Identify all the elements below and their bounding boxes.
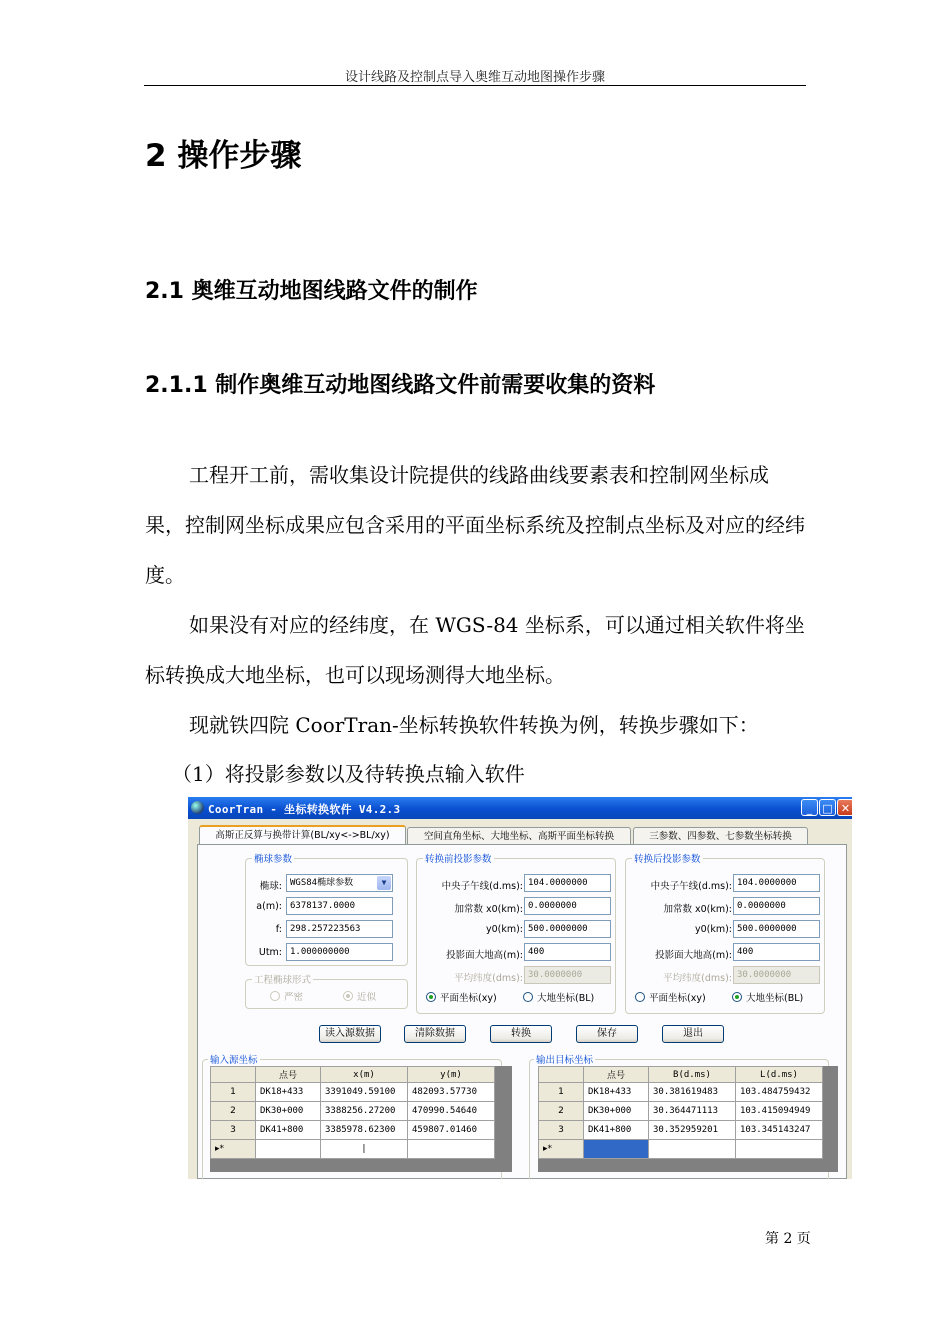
input-col-y[interactable]: y(m) (408, 1067, 495, 1083)
exit-button[interactable]: 退出 (662, 1025, 724, 1043)
before-x0-label: 加常数 x0(km): (454, 904, 523, 915)
input-col-x[interactable]: x(m) (321, 1067, 408, 1083)
ellipsoid-label: 椭球: (259, 881, 282, 892)
utm-field[interactable]: 1.000000000 (286, 943, 393, 961)
f-label: f: (275, 924, 282, 935)
before-bl-label: 大地坐标(BL) (537, 993, 595, 1004)
ellipsoid-select-value: WGS84椭球参数 (290, 878, 354, 888)
maximize-icon[interactable]: □ (819, 799, 836, 816)
output-grid-header (539, 1067, 823, 1083)
app-globe-icon (191, 801, 204, 814)
after-lat-field[interactable]: 30.0000000 (733, 966, 820, 984)
after-lat-label: 平均纬度(dms): (663, 973, 732, 984)
after-cm-label: 中央子午线(d.ms): (650, 881, 732, 892)
chapter-heading: 2 操作步骤 (145, 138, 302, 174)
output-coords-title: 输出目标坐标 (534, 1052, 595, 1066)
table-row[interactable] (539, 1121, 823, 1140)
subsection-heading: 2.1.1 制作奥维互动地图线路文件前需要收集的资料 (145, 373, 656, 398)
approx-radio[interactable] (343, 991, 353, 1001)
x-cell[interactable]: 3385978.62300 (321, 1121, 408, 1140)
window-title: CoorTran - 坐标转换软件 V4.2.3 (208, 803, 401, 816)
ellipsoid-group-title: 椭球参数 (252, 851, 294, 865)
after-xy-radio[interactable] (635, 992, 645, 1002)
l-cell[interactable]: 103.415094949 (736, 1102, 823, 1121)
before-xy-radio[interactable] (426, 992, 436, 1002)
step-1: （1）将投影参数以及待转换点输入软件 (172, 762, 525, 786)
output-col-l[interactable]: L(d.ms) (736, 1067, 823, 1083)
ellipsoid-form-title: 工程椭球形式 (252, 972, 313, 986)
y-cell[interactable]: 482093.57730 (408, 1083, 495, 1102)
after-x0-label: 加常数 x0(km): (663, 904, 732, 915)
new-l-cell[interactable] (736, 1140, 823, 1159)
after-x0-field[interactable]: 0.0000000 (733, 897, 820, 915)
point-cell[interactable]: DK30+000 (584, 1102, 649, 1121)
table-row[interactable] (539, 1102, 823, 1121)
output-col-point[interactable]: 点号 (584, 1067, 649, 1083)
input-corner-cell (211, 1067, 256, 1083)
l-cell[interactable]: 103.484759432 (736, 1083, 823, 1102)
strict-radio[interactable] (270, 991, 280, 1001)
after-cm-field[interactable]: 104.0000000 (733, 874, 820, 892)
table-row[interactable] (211, 1121, 495, 1140)
tab-panel (197, 844, 847, 1179)
point-cell[interactable]: DK30+000 (256, 1102, 321, 1121)
y-cell[interactable]: 470990.54640 (408, 1102, 495, 1121)
save-button[interactable]: 保存 (576, 1025, 638, 1043)
after-projection-title: 转换后投影参数 (632, 851, 703, 865)
utm-label: Utm: (258, 947, 282, 958)
input-coords-title: 输入源坐标 (208, 1052, 260, 1066)
new-point-cell[interactable] (256, 1140, 321, 1159)
convert-button[interactable]: 转换 (490, 1025, 552, 1043)
before-lat-label: 平均纬度(dms): (454, 973, 523, 984)
section-heading: 2.1 奥维互动地图线路文件的制作 (145, 279, 478, 304)
output-col-b[interactable]: B(d.ms) (649, 1067, 736, 1083)
table-row[interactable] (211, 1102, 495, 1121)
point-cell[interactable]: DK41+800 (256, 1121, 321, 1140)
close-icon[interactable]: ✕ (837, 799, 852, 816)
input-col-point[interactable]: 点号 (256, 1067, 321, 1083)
before-cm-field[interactable]: 104.0000000 (524, 874, 611, 892)
before-lat-field[interactable]: 30.0000000 (524, 966, 611, 984)
after-bl-label: 大地坐标(BL) (746, 993, 804, 1004)
new-row-marker: ▸* (211, 1140, 256, 1159)
y-cell[interactable]: 459807.01460 (408, 1121, 495, 1140)
x-cell[interactable]: 3391049.59100 (321, 1083, 408, 1102)
row-header[interactable]: 1 (211, 1083, 256, 1102)
header-rule (144, 85, 806, 86)
chevron-down-icon[interactable]: ▼ (377, 876, 391, 890)
a-label: a(m): (256, 901, 282, 912)
tab-parameters[interactable]: 三参数、四参数、七参数坐标转换 (633, 827, 808, 844)
paragraph-2: 如果没有对应的经纬度，在 WGS-84 坐标系，可以通过相关软件将坐标转换成大地坐标，也可以现场测得大地坐标。 (145, 613, 805, 687)
l-cell[interactable]: 103.345143247 (736, 1121, 823, 1140)
b-cell[interactable]: 30.352959201 (649, 1121, 736, 1140)
new-row[interactable] (211, 1140, 495, 1159)
row-header[interactable]: 1 (539, 1083, 584, 1102)
after-h-field[interactable]: 400 (733, 943, 820, 961)
point-cell[interactable]: DK18+433 (584, 1083, 649, 1102)
before-x0-field[interactable]: 0.0000000 (524, 897, 611, 915)
tab-space-coords[interactable]: 空间直角坐标、大地坐标、高斯平面坐标转换 (407, 827, 631, 844)
title-bar[interactable] (188, 797, 852, 819)
output-grid[interactable] (538, 1066, 838, 1172)
b-cell[interactable]: 30.364471113 (649, 1102, 736, 1121)
page-number: 第 2 页 (765, 1231, 811, 1247)
strict-label: 严密 (284, 992, 304, 1003)
selected-cell[interactable] (584, 1140, 649, 1159)
before-bl-radio[interactable] (523, 992, 533, 1002)
after-h-label: 投影面大地高(m): (655, 950, 732, 961)
x-cell[interactable]: 3388256.27200 (321, 1102, 408, 1121)
coortran-window (188, 797, 852, 1179)
before-h-label: 投影面大地高(m): (446, 950, 523, 961)
new-row-marker: ▸* (539, 1140, 584, 1159)
before-cm-label: 中央子午线(d.ms): (441, 881, 523, 892)
input-grid[interactable] (210, 1066, 512, 1172)
point-cell[interactable]: DK18+433 (256, 1083, 321, 1102)
row-header[interactable]: 3 (211, 1121, 256, 1140)
a-field[interactable]: 6378137.0000 (286, 897, 393, 915)
read-source-button[interactable]: 读入源数据 (319, 1025, 381, 1043)
before-projection-title: 转换前投影参数 (423, 851, 494, 865)
row-header[interactable]: 3 (539, 1121, 584, 1140)
row-header[interactable]: 2 (211, 1102, 256, 1121)
tab-gauss[interactable]: 高斯正反算与换带计算(BL/xy<->BL/xy) (199, 825, 406, 845)
new-y-cell[interactable] (408, 1140, 495, 1159)
paragraph-3: 现就铁四院 CoorTran-坐标转换软件转换为例，转换步骤如下： (189, 713, 759, 737)
point-cell[interactable]: DK41+800 (584, 1121, 649, 1140)
row-header[interactable]: 2 (539, 1102, 584, 1121)
input-grid-header (211, 1067, 495, 1083)
table-row[interactable] (211, 1083, 495, 1102)
new-b-cell[interactable] (649, 1140, 736, 1159)
before-y0-label: y0(km): (485, 924, 523, 935)
page-header: 设计线路及控制点导入奥维互动地图操作步骤 (344, 70, 605, 85)
new-row[interactable] (539, 1140, 823, 1159)
table-row[interactable] (539, 1083, 823, 1102)
ellipsoid-select[interactable] (286, 874, 393, 892)
after-y0-label: y0(km): (694, 924, 732, 935)
clear-data-button[interactable]: 清除数据 (404, 1025, 466, 1043)
paragraph-1: 工程开工前，需收集设计院提供的线路曲线要素表和控制网坐标成果，控制网坐标成果应包含采用的平面坐标系统及控制点坐标及对应的经纬度。 (145, 463, 805, 587)
before-h-field[interactable]: 400 (524, 943, 611, 961)
before-xy-label: 平面坐标(xy) (440, 993, 497, 1004)
approx-label: 近似 (357, 992, 377, 1003)
after-bl-radio[interactable] (732, 992, 742, 1002)
f-field[interactable]: 298.257223563 (286, 920, 393, 938)
before-y0-field[interactable]: 500.0000000 (524, 920, 611, 938)
after-xy-label: 平面坐标(xy) (649, 993, 706, 1004)
b-cell[interactable]: 30.381619483 (649, 1083, 736, 1102)
minimize-icon[interactable]: _ (801, 799, 818, 816)
new-x-cell[interactable]: | (321, 1140, 408, 1159)
after-y0-field[interactable]: 500.0000000 (733, 920, 820, 938)
output-corner-cell (539, 1067, 584, 1083)
